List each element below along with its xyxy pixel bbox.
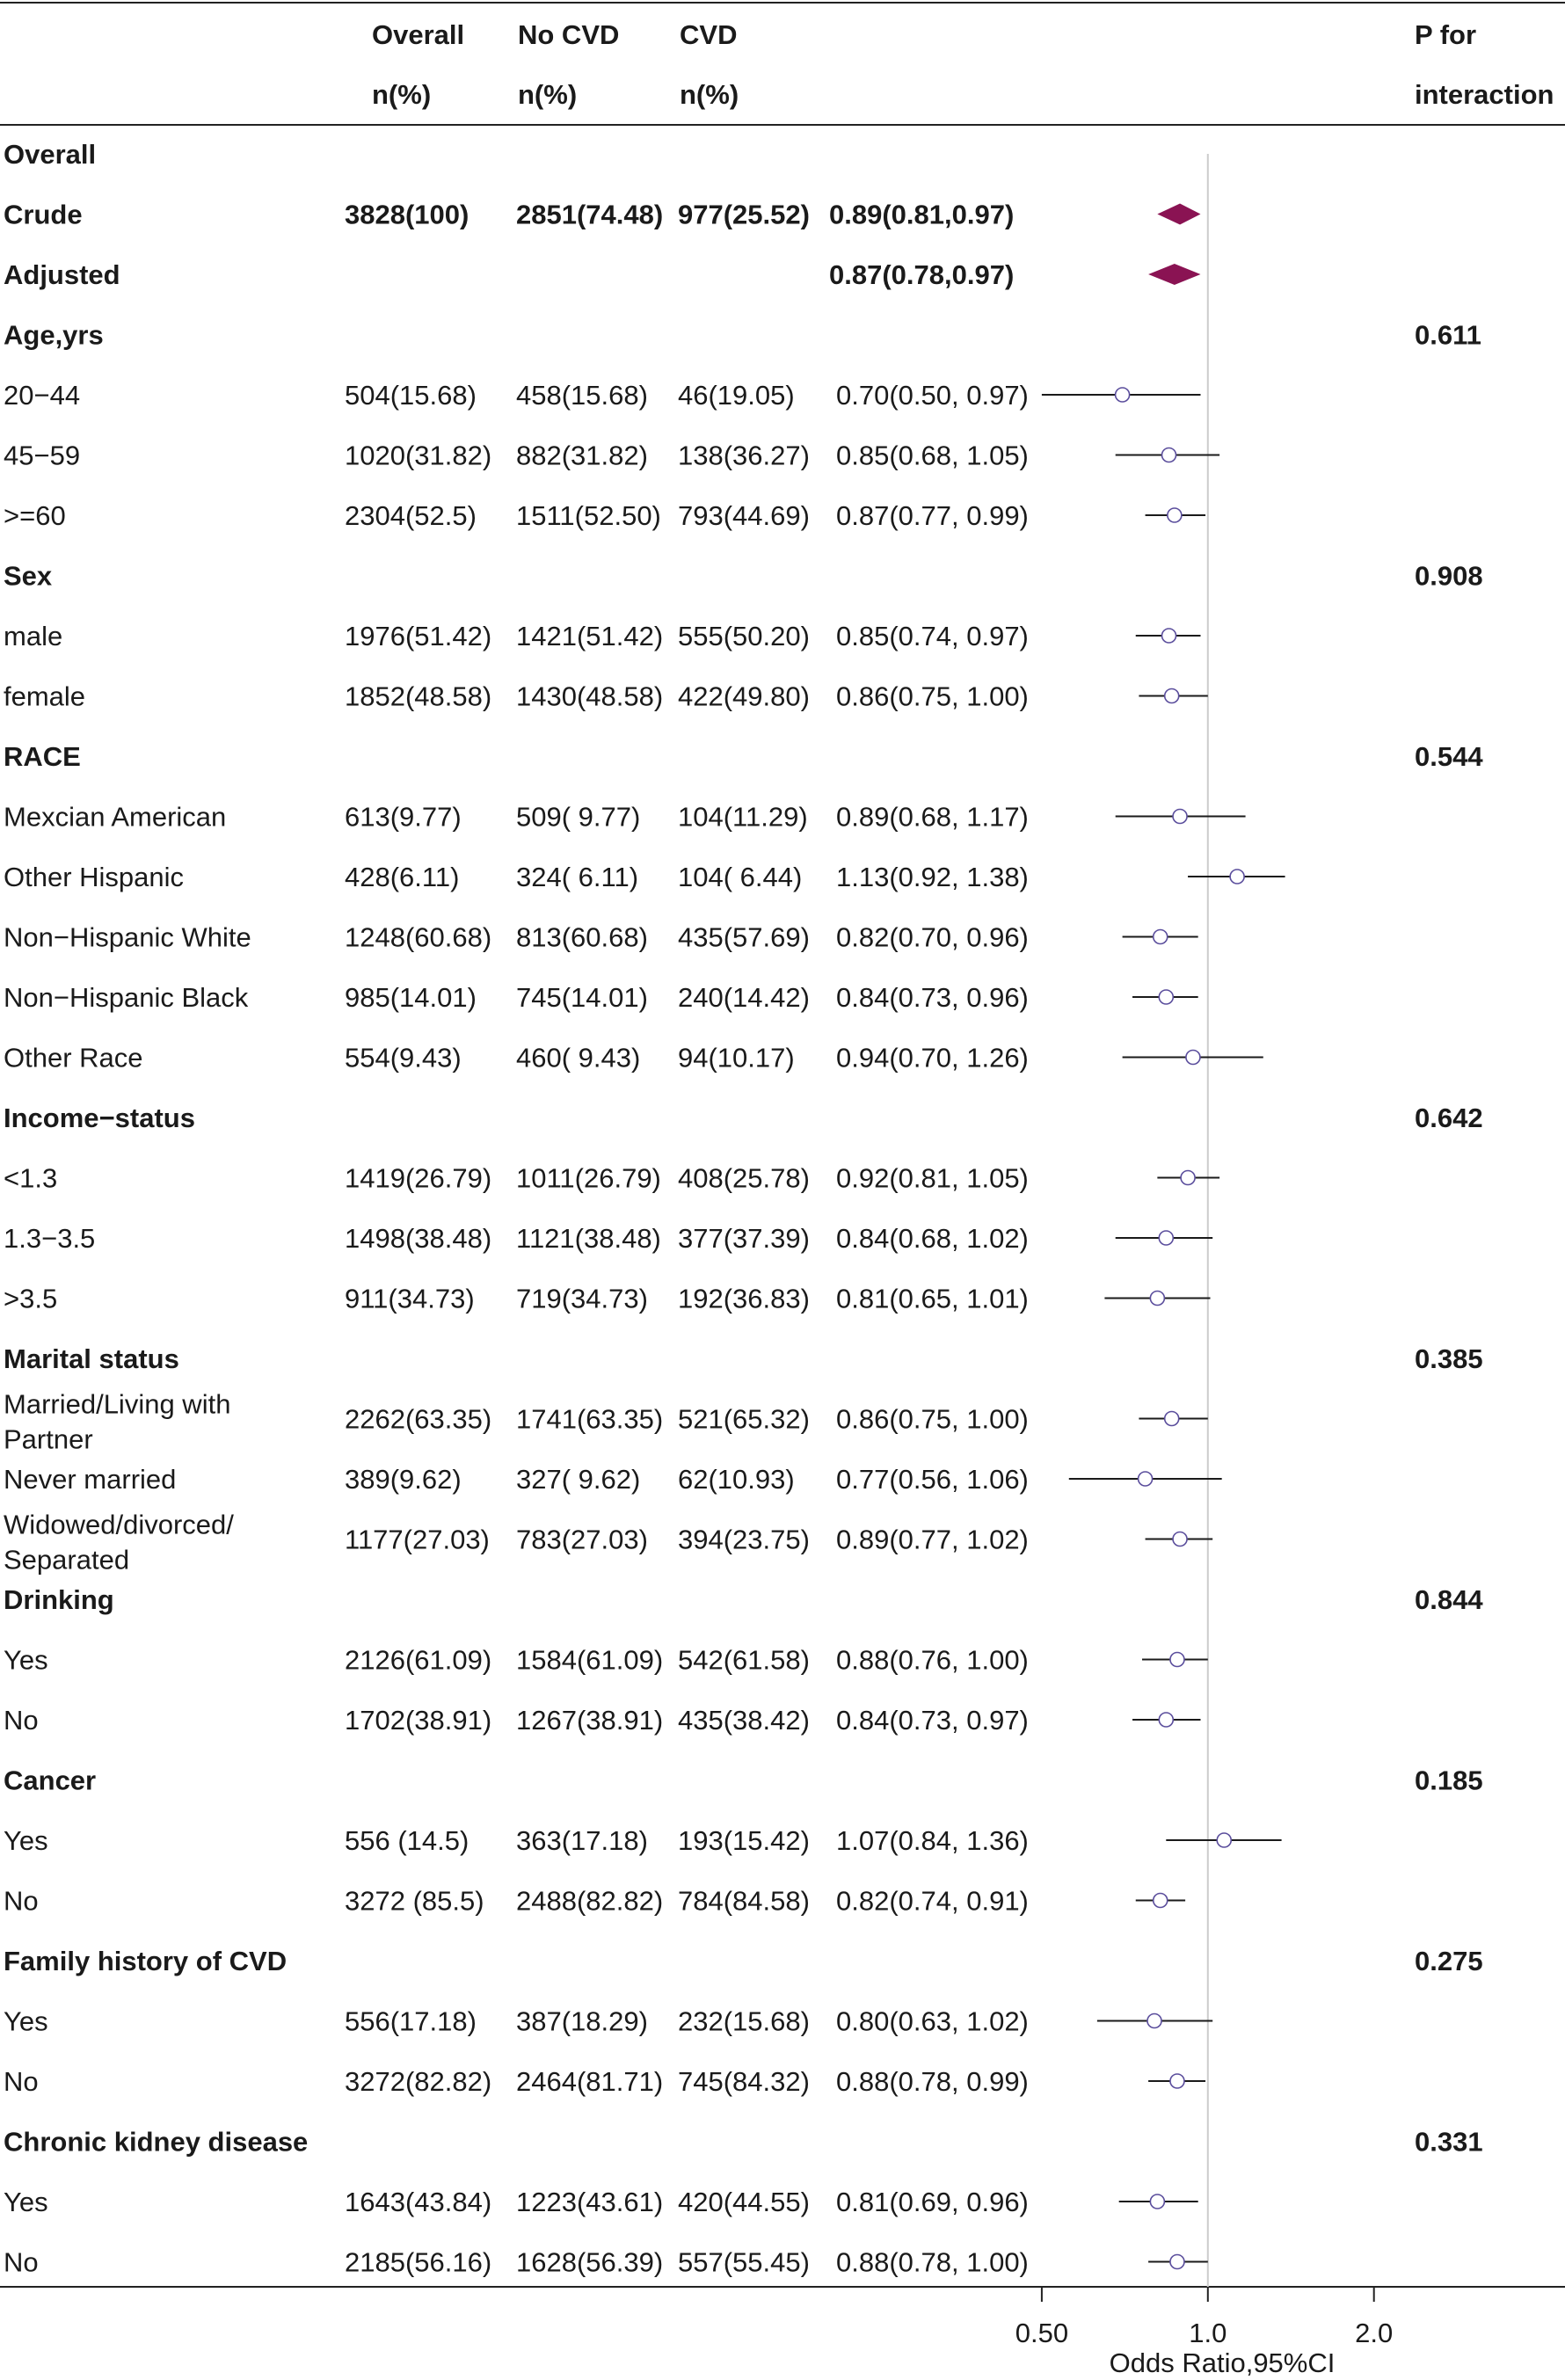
row-label: 20−44 — [4, 380, 81, 411]
subgroup-row — [4, 1510, 1212, 1576]
cell-cvd: 793(44.69) — [678, 500, 810, 531]
p-interaction-value: 0.385 — [1415, 1343, 1483, 1374]
subgroup-row — [4, 922, 1198, 953]
cell-no-cvd: 458(15.68) — [516, 380, 648, 411]
cell-no-cvd: 2851(74.48) — [516, 199, 664, 230]
group-row — [4, 741, 1483, 772]
point-estimate — [1162, 629, 1176, 643]
cell-or-text: 0.77(0.56, 1.06) — [836, 1464, 1029, 1495]
cell-overall: 613(9.77) — [345, 801, 462, 833]
point-estimate — [1154, 930, 1168, 944]
subgroup-row — [4, 982, 1198, 1013]
p-interaction-value: 0.185 — [1415, 1765, 1483, 1796]
summary-row — [4, 200, 1200, 230]
cell-no-cvd: 719(34.73) — [516, 1283, 648, 1314]
p-interaction-value: 0.275 — [1415, 1946, 1483, 1976]
group-row — [4, 561, 1483, 592]
cell-cvd: 521(65.32) — [678, 1403, 810, 1435]
subgroup-row — [4, 2187, 1198, 2217]
point-estimate — [1162, 448, 1176, 462]
cell-cvd: 377(37.39) — [678, 1223, 810, 1254]
subgroup-row — [4, 2066, 1205, 2097]
cell-or-text: 0.85(0.74, 0.97) — [836, 621, 1029, 651]
row-label: Cancer — [4, 1765, 97, 1796]
cell-overall: 428(6.11) — [345, 862, 460, 892]
header-cvd-unit: n(%) — [680, 79, 739, 110]
cell-or-text: 0.89(0.68, 1.17) — [836, 801, 1029, 833]
x-tick-label: 0.50 — [1015, 2318, 1069, 2348]
row-label: Other Hispanic — [4, 862, 185, 892]
row-label: Family history of CVD — [4, 1946, 288, 1976]
cell-or-text: 0.84(0.73, 0.97) — [836, 1705, 1029, 1736]
row-label: RACE — [4, 741, 81, 772]
row-label: <1.3 — [4, 1162, 58, 1194]
summary-diamond — [1148, 264, 1200, 285]
header-p-interaction: P for — [1415, 19, 1477, 50]
subgroup-row — [4, 1886, 1185, 1917]
cell-or-text: 0.80(0.63, 1.02) — [836, 2005, 1029, 2037]
row-label: Yes — [4, 1644, 48, 1676]
cell-overall: 2185(56.16) — [345, 2246, 492, 2278]
cell-cvd: 420(44.55) — [678, 2187, 810, 2217]
row-label: No — [4, 2066, 39, 2097]
cell-overall: 1419(26.79) — [345, 1162, 492, 1194]
cell-or-text: 0.81(0.65, 1.01) — [836, 1283, 1029, 1314]
cell-cvd: 435(38.42) — [678, 1705, 810, 1736]
subgroup-row — [4, 1825, 1282, 1856]
cell-overall: 1852(48.58) — [345, 681, 492, 712]
cell-or-text: 0.81(0.69, 0.96) — [836, 2187, 1029, 2217]
cell-overall: 1248(60.68) — [345, 921, 492, 953]
subgroup-row — [4, 500, 1205, 531]
cell-no-cvd: 509( 9.77) — [516, 801, 641, 833]
row-label: male — [4, 621, 63, 651]
cell-or-text: 0.86(0.75, 1.00) — [836, 1403, 1029, 1435]
row-label: No — [4, 1885, 39, 1917]
subgroup-row — [4, 1645, 1208, 1676]
x-tick-label: 1.0 — [1189, 2318, 1227, 2348]
point-estimate — [1165, 689, 1179, 703]
cell-no-cvd: 324( 6.11) — [516, 862, 639, 892]
row-label: >3.5 — [4, 1283, 58, 1314]
p-interaction-value: 0.908 — [1415, 560, 1483, 592]
cell-no-cvd: 745(14.01) — [516, 982, 648, 1013]
header-no-cvd: No CVD — [518, 19, 620, 50]
header-cvd: CVD — [680, 19, 738, 50]
cell-overall: 556 (14.5) — [345, 1825, 470, 1856]
cell-no-cvd: 783(27.03) — [516, 1524, 648, 1555]
point-estimate — [1154, 1894, 1168, 1908]
group-row — [4, 1103, 1483, 1133]
summary-row — [4, 259, 1200, 290]
cell-or-text: 0.86(0.75, 1.00) — [836, 681, 1029, 712]
cell-overall: 1498(38.48) — [345, 1223, 492, 1254]
cell-no-cvd: 1267(38.91) — [516, 1705, 664, 1736]
point-estimate — [1159, 1713, 1173, 1727]
subgroup-row — [4, 1163, 1219, 1194]
cell-cvd: 104(11.29) — [678, 801, 808, 833]
cell-no-cvd: 1223(43.61) — [516, 2187, 664, 2217]
subgroup-row — [4, 2247, 1208, 2278]
cell-no-cvd: 1584(61.09) — [516, 1644, 664, 1676]
cell-overall: 1177(27.03) — [345, 1524, 490, 1555]
cell-cvd: 240(14.42) — [678, 982, 810, 1013]
cell-overall: 2262(63.35) — [345, 1403, 492, 1435]
cell-no-cvd: 363(17.18) — [516, 1825, 648, 1856]
row-label: Marital status — [4, 1343, 179, 1374]
row-label: Overall — [4, 139, 97, 170]
cell-cvd: 408(25.78) — [678, 1162, 810, 1194]
point-estimate — [1170, 1653, 1184, 1667]
cell-cvd: 46(19.05) — [678, 380, 795, 411]
cell-cvd: 784(84.58) — [678, 1885, 810, 1917]
row-label: female — [4, 681, 86, 712]
subgroup-row — [4, 1464, 1222, 1495]
p-interaction-value: 0.544 — [1415, 741, 1483, 772]
cell-cvd: 542(61.58) — [678, 1644, 810, 1676]
row-label: Age,yrs — [4, 319, 104, 351]
group-row — [4, 139, 96, 170]
row-label: Non−Hispanic White — [4, 921, 251, 953]
cell-overall: 1020(31.82) — [345, 440, 492, 471]
cell-overall: 1643(43.84) — [345, 2187, 492, 2217]
point-estimate — [1147, 2014, 1161, 2028]
cell-overall: 985(14.01) — [345, 982, 477, 1013]
cell-no-cvd: 882(31.82) — [516, 440, 648, 471]
x-tick-label: 2.0 — [1355, 2318, 1394, 2348]
subgroup-row — [4, 1223, 1212, 1254]
point-estimate — [1170, 2074, 1184, 2088]
row-label: >=60 — [4, 500, 66, 531]
cell-or-text: 0.89(0.77, 1.02) — [836, 1524, 1029, 1555]
p-interaction-value: 0.331 — [1415, 2126, 1483, 2158]
row-label: Chronic kidney disease — [4, 2126, 309, 2158]
cell-no-cvd: 1628(56.39) — [516, 2246, 664, 2278]
subgroup-row — [4, 440, 1219, 471]
cell-cvd: 193(15.42) — [678, 1825, 810, 1856]
point-estimate — [1159, 990, 1173, 1004]
cell-or-text: 0.84(0.73, 0.96) — [836, 982, 1029, 1013]
row-label: Yes — [4, 2005, 48, 2037]
cell-cvd: 745(84.32) — [678, 2066, 810, 2097]
cell-overall: 389(9.62) — [345, 1464, 462, 1495]
cell-overall: 2126(61.09) — [345, 1644, 492, 1676]
point-estimate — [1116, 388, 1130, 402]
subgroup-row — [4, 1284, 1211, 1314]
cell-or-text: 0.88(0.78, 0.99) — [836, 2066, 1029, 2097]
group-row — [4, 1946, 1483, 1976]
cell-cvd: 435(57.69) — [678, 921, 810, 953]
row-label: Widowed/divorced/ — [4, 1509, 234, 1540]
cell-no-cvd: 1421(51.42) — [516, 621, 664, 651]
row-label: No — [4, 2246, 39, 2278]
cell-cvd: 94(10.17) — [678, 1042, 795, 1074]
group-row — [4, 1343, 1483, 1374]
group-row — [4, 2127, 1483, 2158]
cell-overall: 2304(52.5) — [345, 500, 477, 531]
x-axis-label: Odds Ratio,95%CI — [1109, 2347, 1336, 2378]
cell-no-cvd: 1121(38.48) — [516, 1223, 661, 1254]
cell-overall: 3828(100) — [345, 199, 470, 230]
cell-cvd: 104( 6.44) — [678, 862, 803, 892]
subgroup-row — [4, 681, 1208, 712]
cell-cvd: 232(15.68) — [678, 2005, 810, 2037]
row-label: Non−Hispanic Black — [4, 982, 249, 1013]
cell-cvd: 394(23.75) — [678, 1524, 810, 1555]
cell-or-text: 0.88(0.78, 1.00) — [836, 2246, 1029, 2278]
header-overall: Overall — [372, 19, 465, 50]
cell-overall: 3272(82.82) — [345, 2066, 492, 2097]
cell-overall: 3272 (85.5) — [345, 1885, 484, 1917]
cell-no-cvd: 2488(82.82) — [516, 1885, 664, 1917]
cell-cvd: 192(36.83) — [678, 1283, 810, 1314]
header-overall-unit: n(%) — [372, 79, 432, 110]
cell-or-text: 0.84(0.68, 1.02) — [836, 1223, 1029, 1254]
row-label: Crude — [4, 199, 83, 230]
row-label: Sex — [4, 560, 53, 592]
row-label: Yes — [4, 1825, 48, 1856]
point-estimate — [1170, 2255, 1184, 2269]
cell-overall: 1976(51.42) — [345, 621, 492, 651]
p-interaction-value: 0.844 — [1415, 1584, 1483, 1615]
cell-or-text: 1.13(0.92, 1.38) — [836, 862, 1029, 892]
subgroup-row — [4, 1389, 1208, 1455]
row-label: Income−status — [4, 1103, 195, 1133]
row-label: 1.3−3.5 — [4, 1223, 96, 1254]
cell-or-text: 0.82(0.70, 0.96) — [836, 921, 1029, 953]
cell-cvd: 555(50.20) — [678, 621, 810, 651]
subgroup-row — [4, 621, 1200, 651]
cell-no-cvd: 813(60.68) — [516, 921, 648, 953]
subgroup-row — [4, 1043, 1263, 1074]
point-estimate — [1150, 1292, 1164, 1306]
row-label: Married/Living with — [4, 1388, 231, 1420]
row-label: Mexcian American — [4, 801, 227, 833]
cell-or-text: 0.70(0.50, 0.97) — [836, 380, 1029, 411]
subgroup-row — [4, 380, 1200, 411]
point-estimate — [1159, 1231, 1173, 1245]
point-estimate — [1217, 1833, 1231, 1847]
cell-or-text: 0.82(0.74, 0.91) — [836, 1885, 1029, 1917]
row-label: Adjusted — [4, 259, 120, 290]
cell-overall: 911(34.73) — [345, 1283, 475, 1314]
point-estimate — [1173, 1532, 1187, 1547]
point-estimate — [1173, 810, 1187, 824]
header-p-interaction-2: interaction — [1415, 79, 1554, 110]
row-label: Drinking — [4, 1584, 114, 1615]
cell-no-cvd: 327( 9.62) — [516, 1464, 641, 1495]
group-row — [4, 1584, 1483, 1615]
row-label: Other Race — [4, 1042, 143, 1074]
cell-cvd: 977(25.52) — [678, 199, 810, 230]
point-estimate — [1181, 1171, 1195, 1185]
cell-cvd: 138(36.27) — [678, 440, 810, 471]
cell-overall: 504(15.68) — [345, 380, 477, 411]
subgroup-row — [4, 802, 1246, 833]
cell-or-text: 1.07(0.84, 1.36) — [836, 1825, 1029, 1856]
row-label: No — [4, 1705, 39, 1736]
cell-or-text: 0.89(0.81,0.97) — [829, 199, 1015, 230]
cell-or-text: 0.88(0.76, 1.00) — [836, 1644, 1029, 1676]
p-interaction-value: 0.611 — [1415, 319, 1481, 351]
cell-no-cvd: 1511(52.50) — [516, 500, 661, 531]
subgroup-row — [4, 1705, 1200, 1736]
cell-overall: 1702(38.91) — [345, 1705, 492, 1736]
cell-no-cvd: 1011(26.79) — [516, 1162, 661, 1194]
summary-diamond — [1157, 204, 1200, 225]
group-row — [4, 320, 1481, 351]
cell-cvd: 557(55.45) — [678, 2246, 810, 2278]
cell-or-text: 0.87(0.77, 0.99) — [836, 500, 1029, 531]
cell-no-cvd: 2464(81.71) — [516, 2066, 664, 2097]
subgroup-row — [4, 862, 1285, 892]
cell-cvd: 422(49.80) — [678, 681, 810, 712]
cell-no-cvd: 460( 9.43) — [516, 1042, 641, 1074]
row-label: Yes — [4, 2187, 48, 2217]
cell-or-text: 0.94(0.70, 1.26) — [836, 1042, 1029, 1074]
cell-no-cvd: 1430(48.58) — [516, 681, 664, 712]
cell-or-text: 0.87(0.78,0.97) — [829, 259, 1015, 290]
cell-cvd: 62(10.93) — [678, 1464, 795, 1495]
cell-no-cvd: 387(18.29) — [516, 2005, 648, 2037]
p-interaction-value: 0.642 — [1415, 1103, 1483, 1133]
subgroup-row — [4, 2006, 1212, 2037]
cell-or-text: 0.92(0.81, 1.05) — [836, 1162, 1029, 1194]
point-estimate — [1168, 508, 1182, 522]
point-estimate — [1165, 1412, 1179, 1426]
point-estimate — [1186, 1051, 1200, 1065]
row-label: Never married — [4, 1464, 177, 1495]
row-label: 45−59 — [4, 440, 81, 471]
cell-no-cvd: 1741(63.35) — [516, 1403, 664, 1435]
cell-overall: 554(9.43) — [345, 1042, 462, 1074]
row-label-line2: Separated — [4, 1544, 130, 1576]
cell-or-text: 0.85(0.68, 1.05) — [836, 440, 1029, 471]
group-row — [4, 1765, 1483, 1796]
point-estimate — [1230, 870, 1244, 884]
point-estimate — [1150, 2194, 1164, 2209]
cell-overall: 556(17.18) — [345, 2005, 477, 2037]
header-no-cvd-unit: n(%) — [518, 79, 578, 110]
row-label-line2: Partner — [4, 1423, 93, 1455]
point-estimate — [1139, 1472, 1153, 1486]
